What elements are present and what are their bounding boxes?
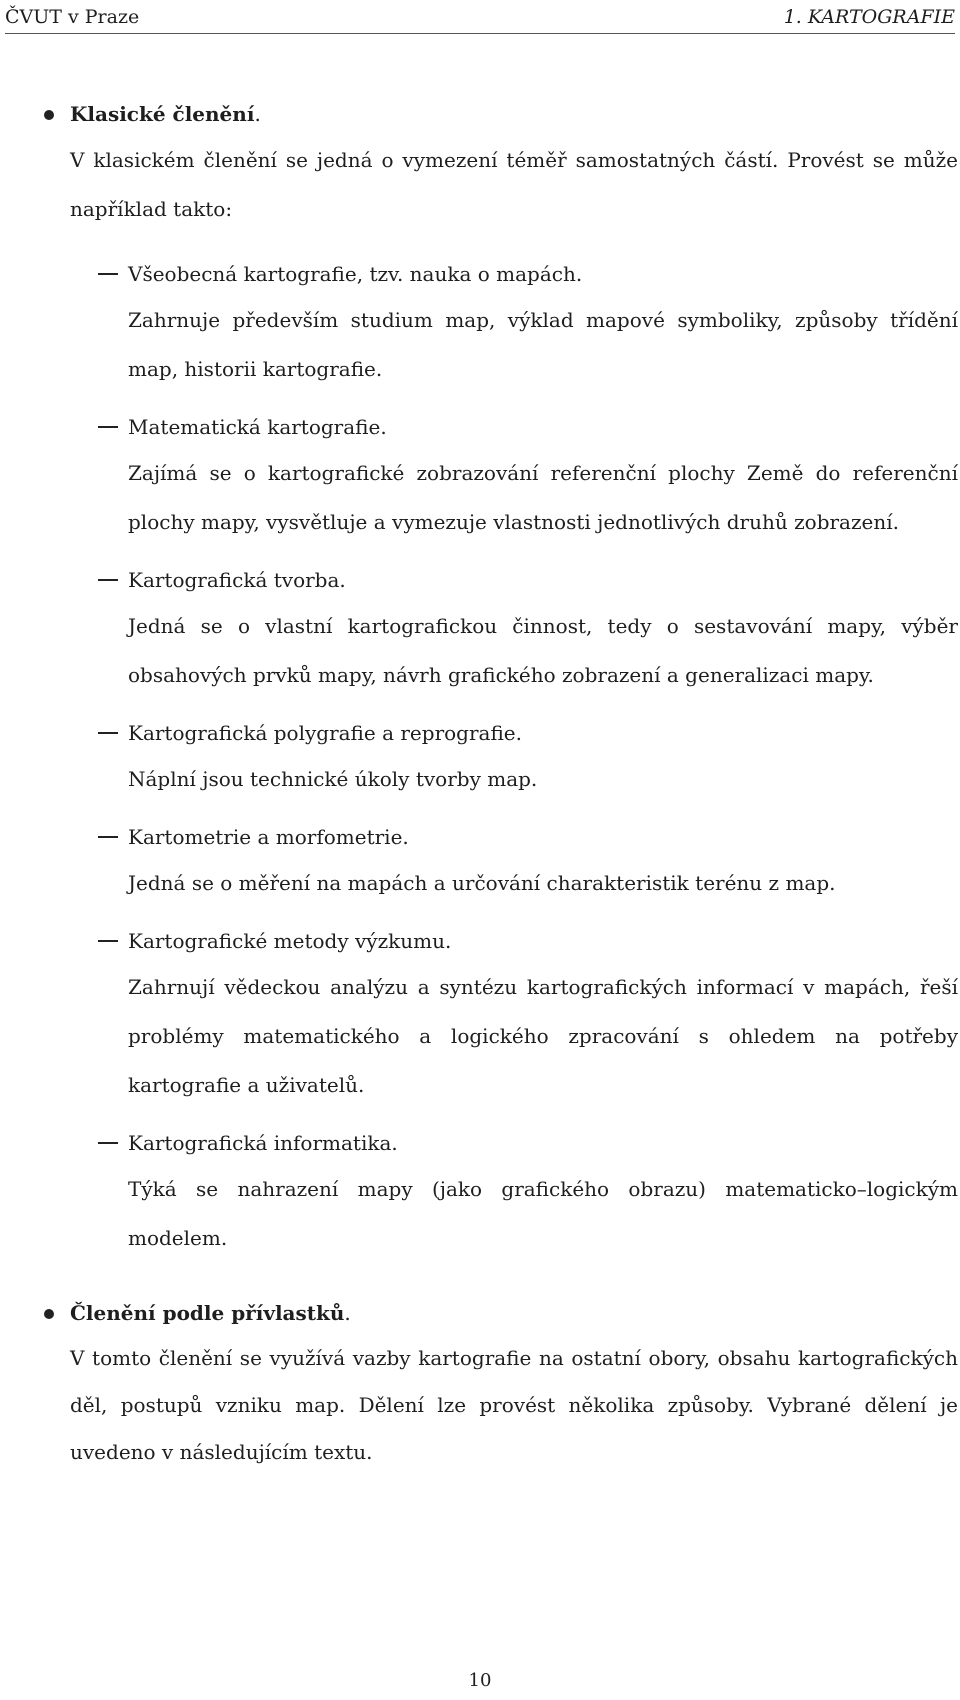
item-text: Zahrnuje především studium map, výklad mapové symboliky, způsoby třídění map, historii kartografie.	[128, 308, 958, 381]
page-body	[28, 92, 958, 1476]
section-attributes	[28, 1291, 958, 1476]
dash-icon	[98, 426, 118, 428]
dash-icon	[98, 273, 118, 275]
page-number: 10	[468, 1670, 492, 1691]
list-item	[70, 558, 958, 700]
list-item	[70, 252, 958, 394]
section-classic	[28, 92, 958, 1263]
list-item	[70, 1121, 958, 1263]
item-text: Zahrnují vědeckou analýzu a syntézu kartografických informací v mapách, řeší problémy matematického a logického zpracování s ohledem na potřeby kartografie a uživatelů.	[128, 975, 958, 1097]
subdivision-list	[70, 252, 958, 1263]
item-text: Jedná se o měření na mapách a určování charakteristik terénu z map.	[128, 871, 836, 895]
dash-icon	[98, 732, 118, 734]
header-rule	[5, 33, 955, 34]
item-text: Jedná se o vlastní kartografickou činnost, tedy o sestavování mapy, výběr obsahových prvků mapy, návrh grafického zobrazení a generalizaci mapy.	[128, 614, 958, 687]
item-title: Kartografická polygrafie a reprografie.	[128, 721, 522, 745]
bullet-icon	[44, 1309, 54, 1319]
section-intro: V klasickém členění se jedná o vymezení téměř samostatných částí. Provést se může například takto:	[70, 148, 958, 221]
list-item	[70, 815, 958, 908]
item-title: Kartografická tvorba.	[128, 568, 346, 592]
header-chapter: 1. KARTOGRAFIE	[783, 6, 955, 28]
item-text: Zajímá se o kartografické zobrazování referenční plochy Země do referenční plochy mapy, vysvětluje a vymezuje vlastnosti jednotlivých druhů zobrazení.	[128, 461, 958, 534]
section-title: Členění podle přívlastků.	[70, 1301, 351, 1325]
section-intro: V tomto členění se využívá vazby kartografie na ostatní obory, obsahu kartografických děl, postupů vzniku map. Dělení lze provést několika způsoby. Vybrané dělení je uvedeno v následujícím textu.	[70, 1346, 958, 1464]
bullet-icon	[44, 110, 54, 120]
list-item	[70, 405, 958, 547]
list-item	[70, 711, 958, 804]
item-title: Kartometrie a morfometrie.	[128, 825, 409, 849]
item-title: Kartografické metody výzkumu.	[128, 929, 452, 953]
item-title: Všeobecná kartografie, tzv. nauka o mapách.	[128, 262, 583, 286]
item-title: Matematická kartografie.	[128, 415, 387, 439]
item-text: Týká se nahrazení mapy (jako grafického obrazu) matematicko–logickým modelem.	[128, 1177, 958, 1250]
dash-icon	[98, 1142, 118, 1144]
item-text: Náplní jsou technické úkoly tvorby map.	[128, 767, 538, 791]
list-item	[70, 919, 958, 1110]
dash-icon	[98, 579, 118, 581]
dash-icon	[98, 940, 118, 942]
dash-icon	[98, 836, 118, 838]
section-title: Klasické členění.	[70, 102, 261, 126]
header-institution: ČVUT v Praze	[5, 6, 140, 28]
item-title: Kartografická informatika.	[128, 1131, 398, 1155]
running-header	[5, 4, 955, 30]
